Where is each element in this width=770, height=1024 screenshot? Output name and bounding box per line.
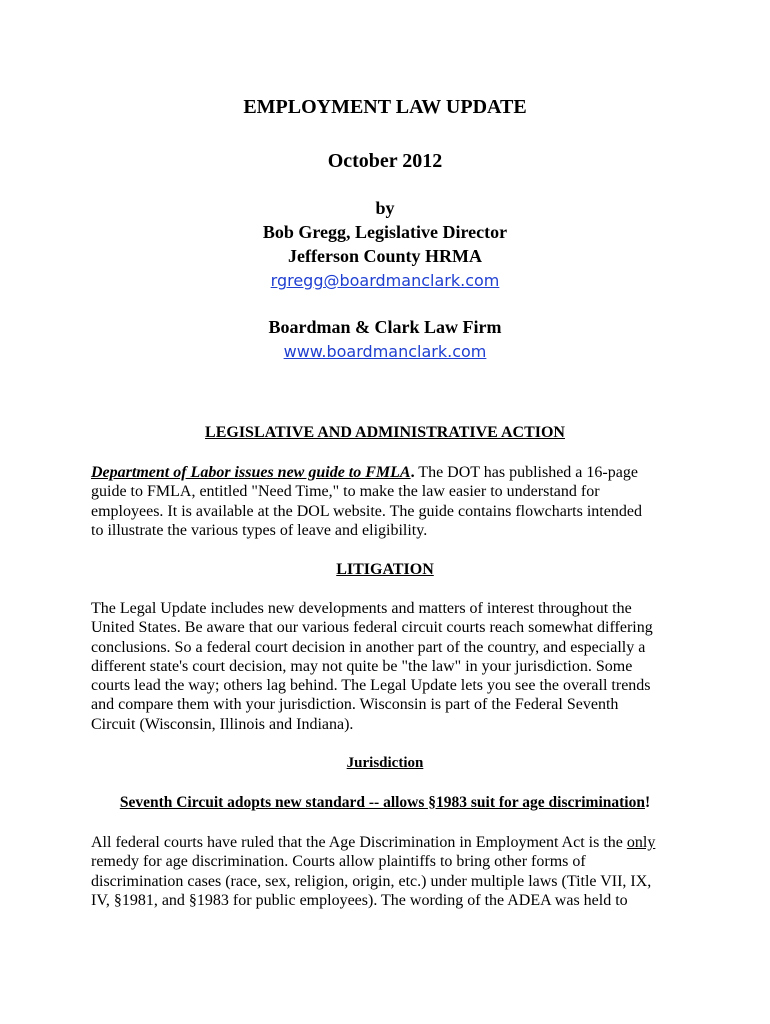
litigation-line: The Legal Update includes new developments and matters of interest throughout the bbox=[91, 600, 632, 617]
litigation-line: Circuit (Wisconsin, Illinois and Indiana). bbox=[91, 715, 354, 733]
litigation-line: different state's court decision, may not quite be "the law" in your jurisdiction. Some bbox=[91, 657, 633, 675]
litigation-line: conclusions. So a federal court decision in another part of the country, and especially a bbox=[91, 638, 646, 656]
jurisdiction-line: All federal courts have ruled that the Age Discrimination in Employment Act is the bbox=[91, 834, 627, 851]
website-link[interactable]: www.boardmanclark.com bbox=[283, 342, 487, 361]
headline-exclamation: ! bbox=[645, 794, 651, 811]
author-name: Bob Gregg, Legislative Director bbox=[262, 222, 508, 242]
seventh-circuit-headline: Seventh Circuit adopts new standard -- allows §1983 suit for age discrimination bbox=[119, 794, 645, 811]
litigation-line: and compare them with your jurisdiction. Wisconsin is part of the Federal Seventh bbox=[91, 696, 619, 714]
email-link[interactable]: rgregg@boardmanclark.com bbox=[270, 271, 500, 290]
legislative-line: employees. It is available at the DOL website. The guide contains flowcharts intended bbox=[91, 502, 642, 520]
jurisdiction-heading: Jurisdiction bbox=[346, 755, 424, 771]
legislative-line: The DOT has published a 16-page bbox=[414, 464, 638, 481]
author-org: Jefferson County HRMA bbox=[288, 246, 482, 266]
litigation-paragraph bbox=[91, 599, 681, 734]
jurisdiction-paragraph bbox=[91, 833, 681, 910]
firm-block bbox=[0, 315, 770, 364]
by-label: by bbox=[375, 198, 395, 218]
only-emphasis: only bbox=[626, 834, 656, 851]
legislative-heading: LEGISLATIVE AND ADMINISTRATIVE ACTION bbox=[205, 424, 565, 441]
document-date: October 2012 bbox=[327, 150, 443, 172]
jurisdiction-line: discrimination cases (race, sex, religion, origin, etc.) under multiple laws (Title VII, IX, bbox=[91, 872, 652, 890]
litigation-line: courts lead the way; others lag behind. The Legal Update lets you see the overall trends bbox=[91, 677, 651, 695]
byline bbox=[0, 196, 770, 293]
jurisdiction-line: IV, §1981, and §1983 for public employees). The wording of the ADEA was held to bbox=[91, 891, 628, 909]
document-title: EMPLOYMENT LAW UPDATE bbox=[243, 96, 527, 118]
litigation-line: United States. Be aware that our various federal circuit courts reach somewhat differing bbox=[91, 619, 653, 637]
jurisdiction-line: remedy for age discrimination. Courts allow plaintiffs to bring other forms of bbox=[91, 853, 586, 871]
legislative-line: to illustrate the various types of leave and eligibility. bbox=[91, 521, 428, 539]
fmla-lead-punct: . bbox=[410, 464, 415, 481]
fmla-lead: Department of Labor issues new guide to FMLA bbox=[91, 464, 411, 481]
legislative-paragraph bbox=[91, 463, 681, 540]
jurisdiction-subheading bbox=[0, 794, 770, 812]
legislative-line: guide to FMLA, entitled "Need Time," to make the law easier to understand for bbox=[91, 483, 600, 501]
firm-name: Boardman & Clark Law Firm bbox=[268, 317, 502, 337]
litigation-heading: LITIGATION bbox=[336, 561, 434, 578]
